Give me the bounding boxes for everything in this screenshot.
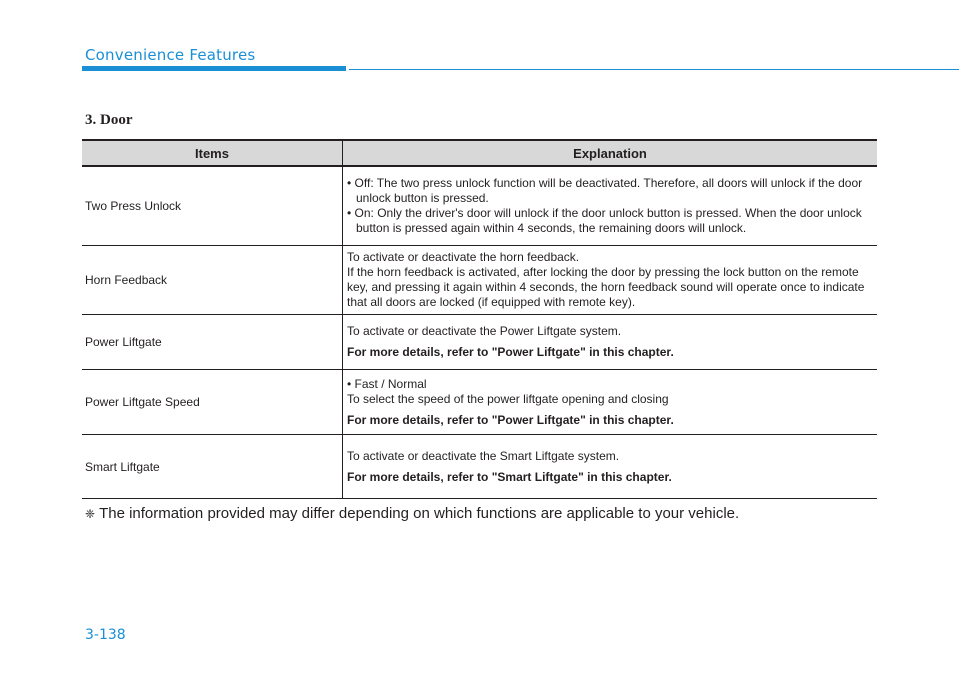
row-item: Power Liftgate <box>82 315 343 369</box>
table-header <box>82 141 877 167</box>
table-row <box>82 246 877 315</box>
footnote-text: The information provided may differ depending on which functions are applicable to your vehicle. <box>99 505 740 522</box>
row-item: Power Liftgate Speed <box>82 370 343 434</box>
explanation-line: To activate or deactivate the Power Liftgate system. <box>347 324 622 338</box>
explanation-line: To activate or deactivate the Smart Liftgate system. <box>347 448 620 463</box>
row-explanation <box>343 246 877 314</box>
row-explanation <box>343 167 877 245</box>
row-item: Horn Feedback <box>82 246 343 314</box>
explanation-line: • Fast / Normal <box>347 376 427 391</box>
table-row <box>82 315 877 370</box>
explanation-line: To select the speed of the power liftgate opening and closing <box>347 391 669 406</box>
table-row <box>82 167 877 246</box>
explanation-line: To activate or deactivate the horn feedback. <box>347 250 580 264</box>
footnote-mark-icon: ❈ <box>85 507 96 521</box>
reference-note: For more details, refer to "Smart Liftgate" in this chapter. <box>347 469 672 484</box>
door-heading: 3. Door <box>85 112 133 128</box>
explanation-line: • Off: The two press unlock function will be deactivated. Therefore, all doors will unlock if the door unlock button is pressed. <box>347 176 863 205</box>
row-explanation <box>343 370 877 434</box>
row-explanation <box>343 315 877 369</box>
table-row <box>82 370 877 435</box>
col-items-header: Items <box>82 141 343 165</box>
explanation-line: If the horn feedback is activated, after locking the door by pressing the lock button on the remote key, and pressing it again within 4 seconds, the horn feedback sound will operate once to indicate that all doors are locked (if equipped with remote key). <box>347 265 865 309</box>
table-row <box>82 435 877 499</box>
page-number: 3-138 <box>85 627 126 643</box>
row-item: Two Press Unlock <box>82 167 343 245</box>
row-explanation <box>343 435 877 498</box>
footnote <box>85 505 739 522</box>
header-rule-thick <box>82 66 346 71</box>
section-title: Convenience Features <box>85 46 256 64</box>
reference-note: For more details, refer to "Power Liftgate" in this chapter. <box>347 412 674 427</box>
reference-note: For more details, refer to "Power Liftgate" in this chapter. <box>347 345 674 359</box>
door-settings-table <box>82 139 877 499</box>
row-item: Smart Liftgate <box>82 435 343 498</box>
header-rule-thin <box>349 69 959 70</box>
explanation-line: • On: Only the driver's door will unlock if the door unlock button is pressed. When the door unlock button is pressed again within 4 seconds, the remaining doors will unlock. <box>347 206 862 235</box>
col-explanation-header: Explanation <box>573 145 647 161</box>
